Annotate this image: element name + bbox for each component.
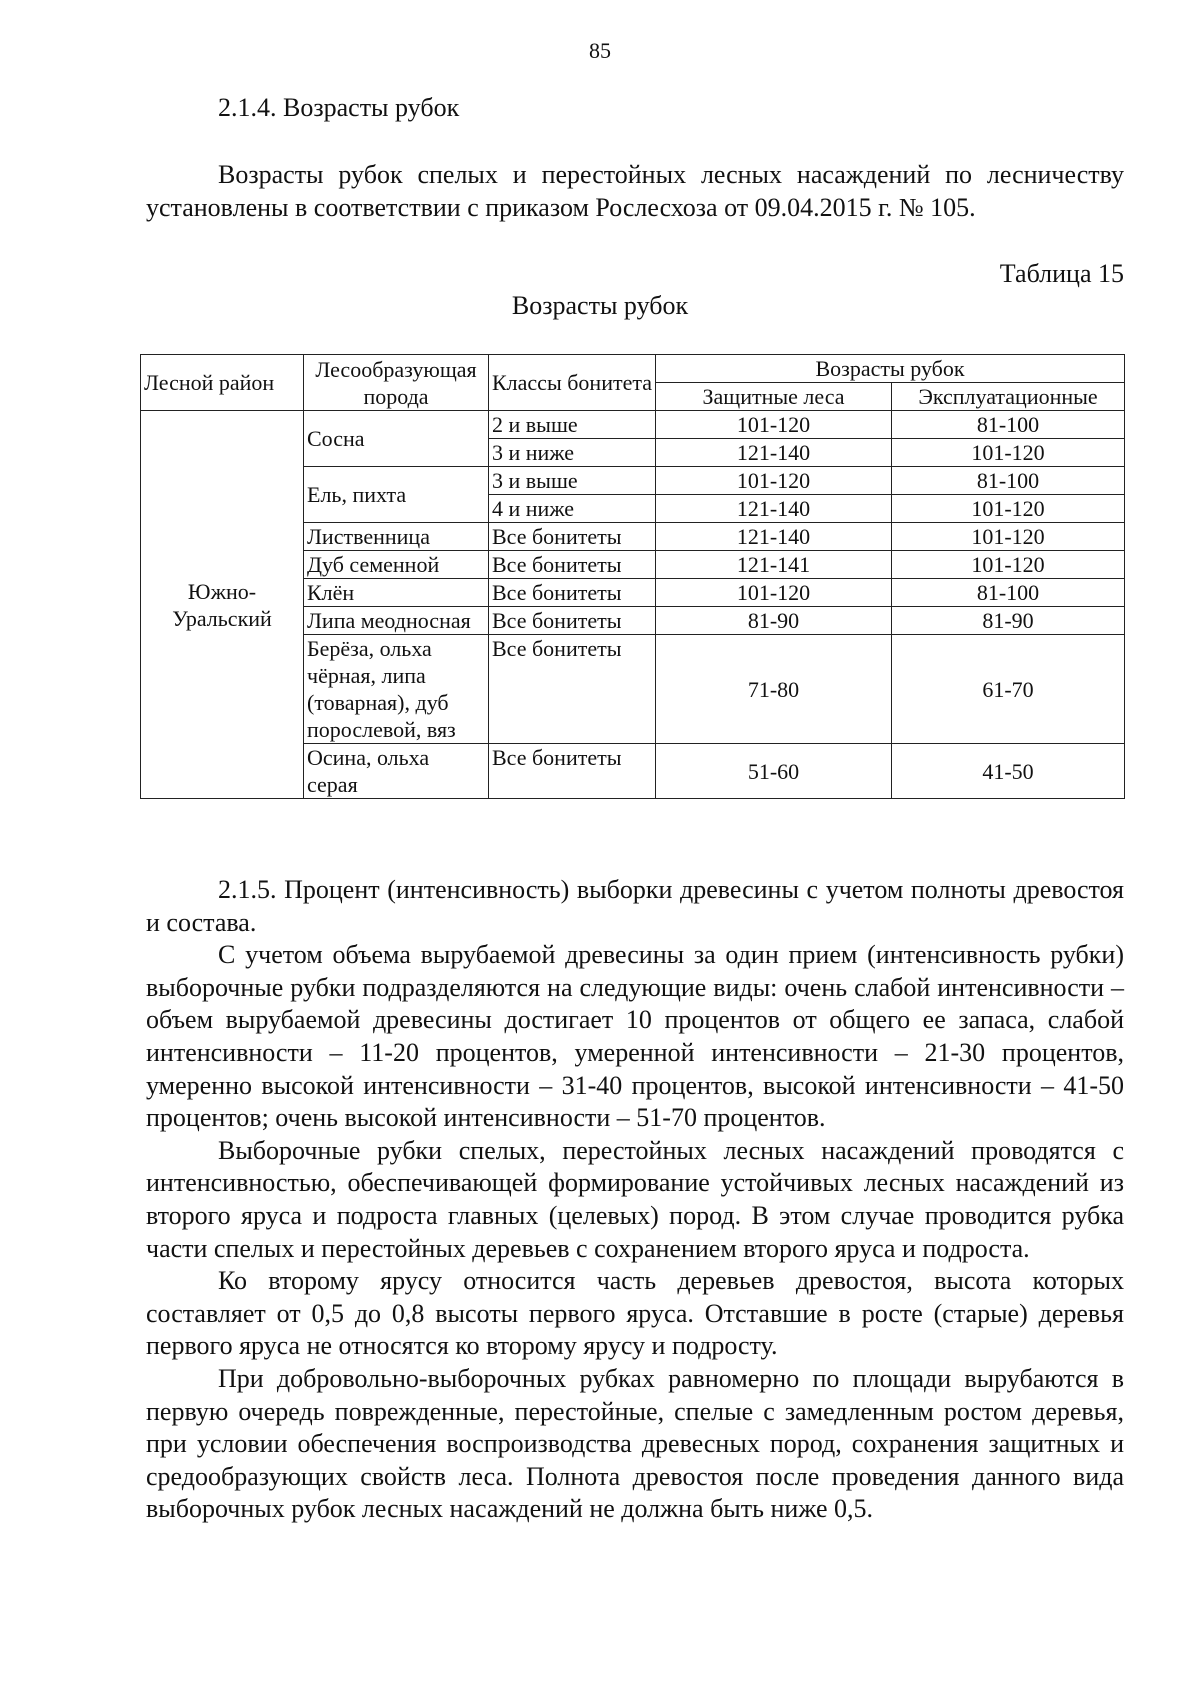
table-header-row [141, 355, 1125, 383]
header-protective: Защитные леса [656, 383, 892, 411]
table-title: Возрасты рубок [511, 291, 689, 320]
header-district: Лесной район [141, 355, 304, 411]
protective-cell: 121-140 [656, 495, 892, 523]
intro-paragraph: Возрасты рубок спелых и перестойных лесных насаждений по лесничеству установлены в соответствии с приказом Рослесхоза от 09.04.2015 г. № 105. [146, 160, 1124, 222]
species-cell: Ель, пихта [304, 467, 489, 523]
species-cell: Лиственница [304, 523, 489, 551]
table-number: Таблица 15 [999, 259, 1124, 288]
class-cell: 3 и выше [489, 467, 656, 495]
paragraph: Ко второму ярусу относится часть деревьев древостоя, высота которых составляет от 0,5 до 0,8 высоты первого яруса. Отставшие в росте (старые) деревья первого яруса не относятся ко второму ярусу и подросту. [146, 1266, 1124, 1361]
exploitation-cell: 101-120 [892, 523, 1125, 551]
exploitation-cell: 81-90 [892, 607, 1125, 635]
class-cell: 4 и ниже [489, 495, 656, 523]
table-row [141, 411, 1125, 439]
class-cell: Все бонитеты [489, 744, 656, 799]
paragraph: С учетом объема вырубаемой древесины за один прием (интенсивность рубки) выборочные рубки подразделяются на следующие виды: очень слабой интенсивности – объем вырубаемой древесины достигает 10 процентов от общего ее запаса, слабой интенсивности – 11-20 процентов, умеренной интенсивности – 21-30 процентов, умеренно высокой интенсивности – 31-40 процентов, высокой интенсивности – 41-50 процентов; очень высокой интенсивности – 51-70 процентов. [146, 940, 1124, 1133]
protective-cell: 101-120 [656, 411, 892, 439]
exploitation-cell: 81-100 [892, 411, 1125, 439]
species-cell: Осина, ольха серая [304, 744, 489, 799]
header-ages: Возрасты рубок [656, 355, 1125, 383]
class-cell: Все бонитеты [489, 551, 656, 579]
exploitation-cell: 101-120 [892, 495, 1125, 523]
species-cell: Клён [304, 579, 489, 607]
section-heading: 2.1.4. Возрасты рубок [218, 93, 460, 122]
header-species: Лесообразующая порода [304, 355, 489, 411]
cutting-ages-table [140, 354, 1125, 799]
protective-cell: 121-140 [656, 523, 892, 551]
section-2-1-5-heading: 2.1.5. Процент (интенсивность) выборки древесины с учетом полноты древостоя и состава. [146, 875, 1124, 937]
class-cell: Все бонитеты [489, 635, 656, 744]
district-cell: Южно-Уральский [141, 411, 304, 799]
paragraph: Выборочные рубки спелых, перестойных лесных насаждений проводятся с интенсивностью, обеспечивающей формирование устойчивых лесных насаждений из второго яруса и подроста главных (целевых) пород. В этом случае проводится рубка части спелых и перестойных деревьев с сохранением второго яруса и подроста. [146, 1135, 1124, 1263]
class-cell: Все бонитеты [489, 607, 656, 635]
paragraph: При добровольно-выборочных рубках равномерно по площади вырубаются в первую очередь поврежденные, перестойные, спелые с замедленным ростом деревья, при условии обеспечения воспроизводства древесных пород, сохранения защитных и средообразующих свойств леса. Полнота древостоя после проведения данного вида выборочных рубок лесных насаждений не должна быть ниже 0,5. [146, 1363, 1124, 1524]
exploitation-cell: 41-50 [892, 744, 1125, 799]
header-exploitation: Эксплуатационные [892, 383, 1125, 411]
protective-cell: 101-120 [656, 579, 892, 607]
protective-cell: 81-90 [656, 607, 892, 635]
exploitation-cell: 101-120 [892, 551, 1125, 579]
exploitation-cell: 101-120 [892, 439, 1125, 467]
species-cell: Липа меодносная [304, 607, 489, 635]
page-number: 85 [589, 38, 611, 63]
species-cell: Берёза, ольха чёрная, липа (товарная), дуб порослевой, вяз [304, 635, 489, 744]
class-cell: 3 и ниже [489, 439, 656, 467]
species-cell: Дуб семенной [304, 551, 489, 579]
protective-cell: 71-80 [656, 635, 892, 744]
class-cell: Все бонитеты [489, 579, 656, 607]
protective-cell: 101-120 [656, 467, 892, 495]
exploitation-cell: 61-70 [892, 635, 1125, 744]
exploitation-cell: 81-100 [892, 467, 1125, 495]
body-text [146, 874, 1124, 1526]
class-cell: 2 и выше [489, 411, 656, 439]
exploitation-cell: 81-100 [892, 579, 1125, 607]
protective-cell: 121-140 [656, 439, 892, 467]
protective-cell: 51-60 [656, 744, 892, 799]
species-cell: Сосна [304, 411, 489, 467]
protective-cell: 121-141 [656, 551, 892, 579]
class-cell: Все бонитеты [489, 523, 656, 551]
header-classes: Классы бонитета [489, 355, 656, 411]
